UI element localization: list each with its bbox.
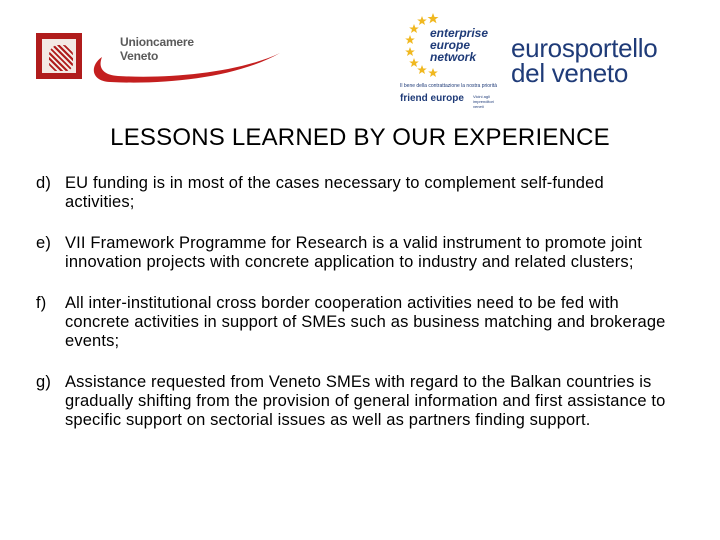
item-letter: e) xyxy=(36,234,51,252)
unioncamere-logo-text xyxy=(120,35,194,63)
lion-seal-icon xyxy=(36,33,82,79)
een-line2: europe xyxy=(430,38,471,52)
list-item xyxy=(36,174,676,212)
item-text: EU funding is in most of the cases necessary to complement self-funded activities; xyxy=(65,174,604,211)
item-letter: d) xyxy=(36,174,51,192)
item-text: Assistance requested from Veneto SMEs with regard to the Balkan countries is gradually shifting from the provision of general information and first assistance to specific support on sectorial issues as well as partners finding support. xyxy=(65,373,666,429)
unioncamere-logo-line2: Veneto xyxy=(120,49,159,63)
unioncamere-veneto-logo xyxy=(36,33,246,83)
eurosportello-line1: eurosportello xyxy=(511,33,658,63)
eurosportello-logo xyxy=(511,33,658,88)
list-item xyxy=(36,234,676,272)
list-item xyxy=(36,373,676,430)
item-letter: g) xyxy=(36,373,51,391)
friend-europe-subtext: Vicini agli imprenditori veneti xyxy=(473,94,494,109)
eurosportello-line2: del veneto xyxy=(511,58,628,88)
unioncamere-logo-line1: Unioncamere xyxy=(120,35,194,49)
een-logo-text xyxy=(430,27,488,63)
item-text: All inter-institutional cross border cooperation activities need to be fed with concrete activities in support of SMEs such as business matching and brokerage events; xyxy=(65,294,666,350)
enterprise-europe-network-logo xyxy=(397,10,507,110)
een-line1: enterprise xyxy=(430,26,489,40)
item-letter: f) xyxy=(36,294,47,312)
een-line3: network xyxy=(430,50,477,64)
list-item xyxy=(36,294,676,351)
item-text: VII Framework Programme for Research is a valid instrument to promote joint innovation projects with concrete application to industry and related clusters; xyxy=(65,234,643,271)
slide-title: LESSONS LEARNED BY OUR EXPERIENCE xyxy=(110,124,610,151)
een-tagline: Il bene della contrattazione la nostra priorità xyxy=(400,83,498,89)
friend-europe-label: friend europe xyxy=(400,93,464,104)
lessons-list xyxy=(36,174,676,452)
